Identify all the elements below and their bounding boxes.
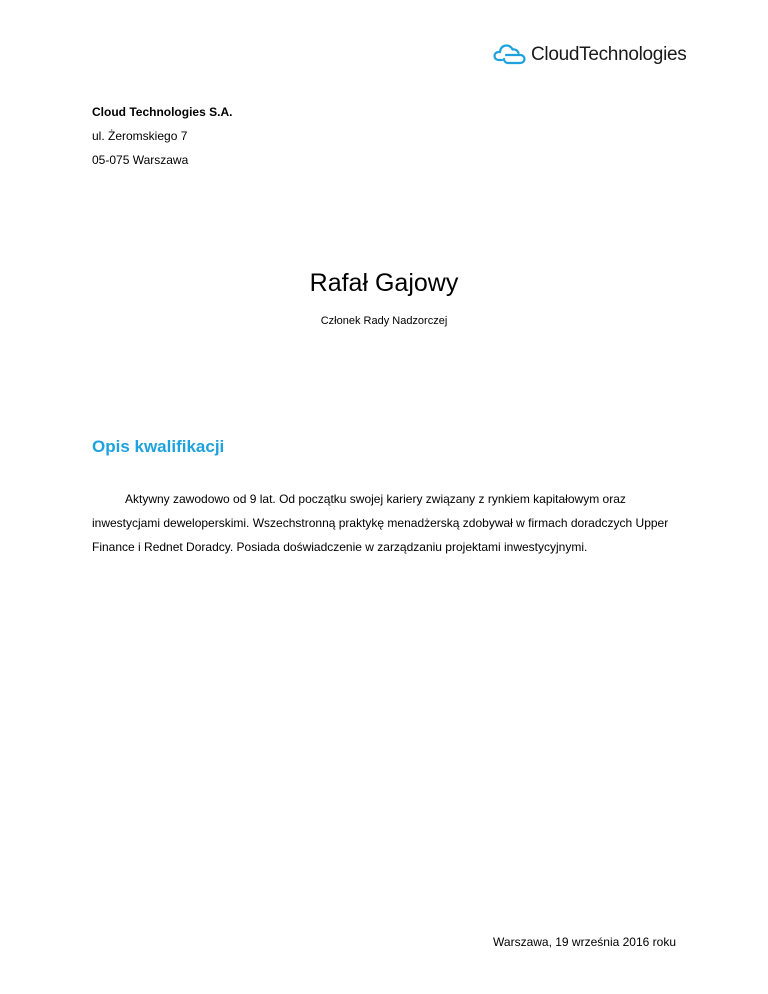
company-address-block (92, 100, 232, 172)
company-name: Cloud Technologies S.A. (92, 105, 233, 119)
place-and-date: Warszawa, 19 września 2016 roku (493, 935, 676, 949)
section-heading: Opis kwalifikacji (92, 437, 225, 456)
cloud-icon (493, 40, 527, 68)
company-logo (493, 38, 686, 70)
person-role: Członek Rady Nadzorczej (320, 315, 448, 327)
person-name: Rafał Gajowy (309, 269, 459, 297)
company-city: 05-075 Warszawa (92, 153, 189, 167)
company-street: ul. Żeromskiego 7 (92, 129, 188, 143)
logo-text: CloudTechnologies (531, 43, 687, 65)
qualification-description: Aktywny zawodowo od 9 lat. Od początku swojej kariery związany z rynkiem kapitałowym oraz inwestycjami deweloperskimi. Wszechstronną praktykę menadżerską zdobywał w firmach doradczych Upper Finance i Rednet Doradcy. Posiada doświadczenie w zarządzaniu projektami inwestycyjnymi. (92, 492, 669, 554)
